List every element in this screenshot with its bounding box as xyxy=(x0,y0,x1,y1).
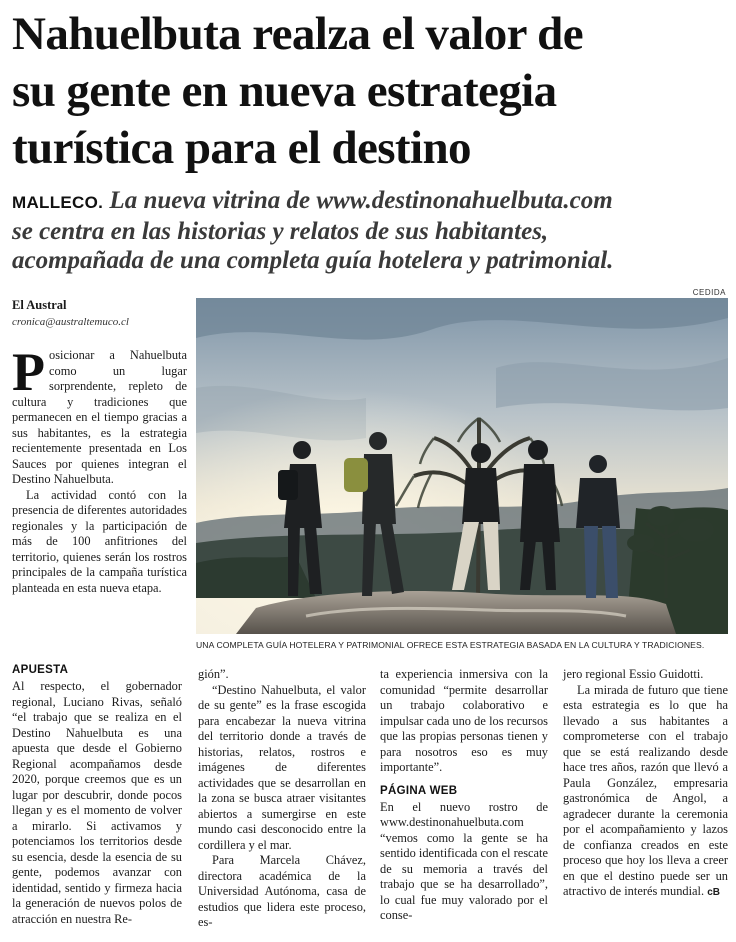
headline-line: turística para el destino xyxy=(12,122,471,174)
byline-email: cronica@australtemuco.cl xyxy=(12,316,129,328)
deck-line: acompañada de una completa guía hotelera y patrimonial. xyxy=(12,247,614,274)
deck-line xyxy=(12,186,728,217)
headline xyxy=(12,6,728,177)
author-signature: cB xyxy=(707,887,720,898)
dropcap: P xyxy=(12,342,45,402)
article-paragraph xyxy=(563,683,728,901)
article-paragraph: osicionar a Nahuelbuta como un lugar sorprendente, repleto de cultura y tradiciones que permanecen en el tiempo gracias a sus habitantes, es la estrategia recientemente presentada en Los Sauces por quienes integran el Destino Nahuelbuta. xyxy=(12,348,187,486)
headline-line: Nahuelbuta realza el valor de xyxy=(12,8,583,60)
subheading-pagina-web: PÁGINA WEB xyxy=(380,784,458,797)
article-text: La mirada de futuro que tiene esta estrategia es lo que ha llevado a sus habitantes a comprometerse con el trabajo que se está realizando desde hace tres años, razón que llevó a Paula González, empresaria gastronómica de Angol, a agradecer durante la ceremonia por el acompañamiento y lazos de confianza creados en este proceso que hoy los lleva a creer en que el destino puede ser un atractivo de interés mundial. xyxy=(563,682,728,898)
article-paragraph: Para Marcela Chávez, directora académica de la Universidad Autónoma, casa de estudios que lidera este proceso, es- xyxy=(198,853,366,929)
photo-credit: CEDIDA xyxy=(692,288,726,297)
article-paragraph: gión”. xyxy=(198,667,229,681)
subheading-apuesta: APUESTA xyxy=(12,664,69,676)
article-column-1 xyxy=(12,342,187,596)
byline-author: El Austral xyxy=(12,298,67,312)
deck xyxy=(12,186,728,275)
article-column-3 xyxy=(198,667,366,931)
photo-caption: UNA COMPLETA GUÍA HOTELERA Y PATRIMONIAL OFRECE ESTA ESTRATEGIA BASADA EN LA CULTURA Y TRADICIONES. xyxy=(196,640,705,650)
headline-line: su gente en nueva estrategia xyxy=(12,65,557,117)
article-paragraph: En el nuevo rostro de www.destinonahuelbuta.com “vemos como la gente se ha sentido identificada con el rescate de su memoria a través del trabajo que se ha desarrollado”, lo cual fue muy valorado por el conse- xyxy=(380,799,548,922)
article-column-4 xyxy=(380,667,548,924)
photo-illustration xyxy=(196,298,728,634)
article-paragraph: ta experiencia inmersiva con la comunidad “permite desarrollar un trabajo colaborativo e impulsar cada uno de los recursos que las propias personas tienen y para nosotros eso es muy importante”. xyxy=(380,667,548,774)
article-paragraph: Al respecto, el gobernador regional, Luciano Rivas, señaló “el trabajo que se realiza en el Destino Nahuelbuta es una apuesta que desde el Gobierno Regional acompañamos desde 2020, porque creemos que es un lugar por descubrir, donde pocos llegan y es el momento de volver a mirarlo. Si activamos y potenciamos los territorios desde su esencia, desde la esencia de su gente, podemos avanzar con identidad, sentido y firmeza hacia la generación de nuevos polos de atracción en nuestra Re- xyxy=(12,679,182,926)
article-paragraph: “Destino Nahuelbuta, el valor de su gente” es la frase escogida para encabezar la nueva vitrina del territorio donde a través de historias, relatos, rostros e imágenes de diferentes actividades que se desarrollan en la zona se busca atraer visitantes abiertos a sumergirse en este mundo casi desconocido entre la cordillera y el mar. xyxy=(198,682,366,852)
article-column-5 xyxy=(563,667,728,901)
article-paragraph: La actividad contó con la presencia de diferentes autoridades regionales y la participación de más de 100 anfitriones del territorio, quienes serán los rostros principales de la campaña turística planteada en esta nueva etapa. xyxy=(12,487,187,595)
deck-kicker: MALLECO. xyxy=(12,193,104,212)
byline xyxy=(12,297,187,331)
article-column-2 xyxy=(12,655,182,927)
article-paragraph: jero regional Essio Guidotti. xyxy=(563,667,704,681)
article-photo xyxy=(196,298,728,634)
deck-text: La nueva vitrina de www.destinonahuelbuta.com xyxy=(109,187,613,214)
deck-line: se centra en las historias y relatos de sus habitantes, xyxy=(12,218,549,245)
